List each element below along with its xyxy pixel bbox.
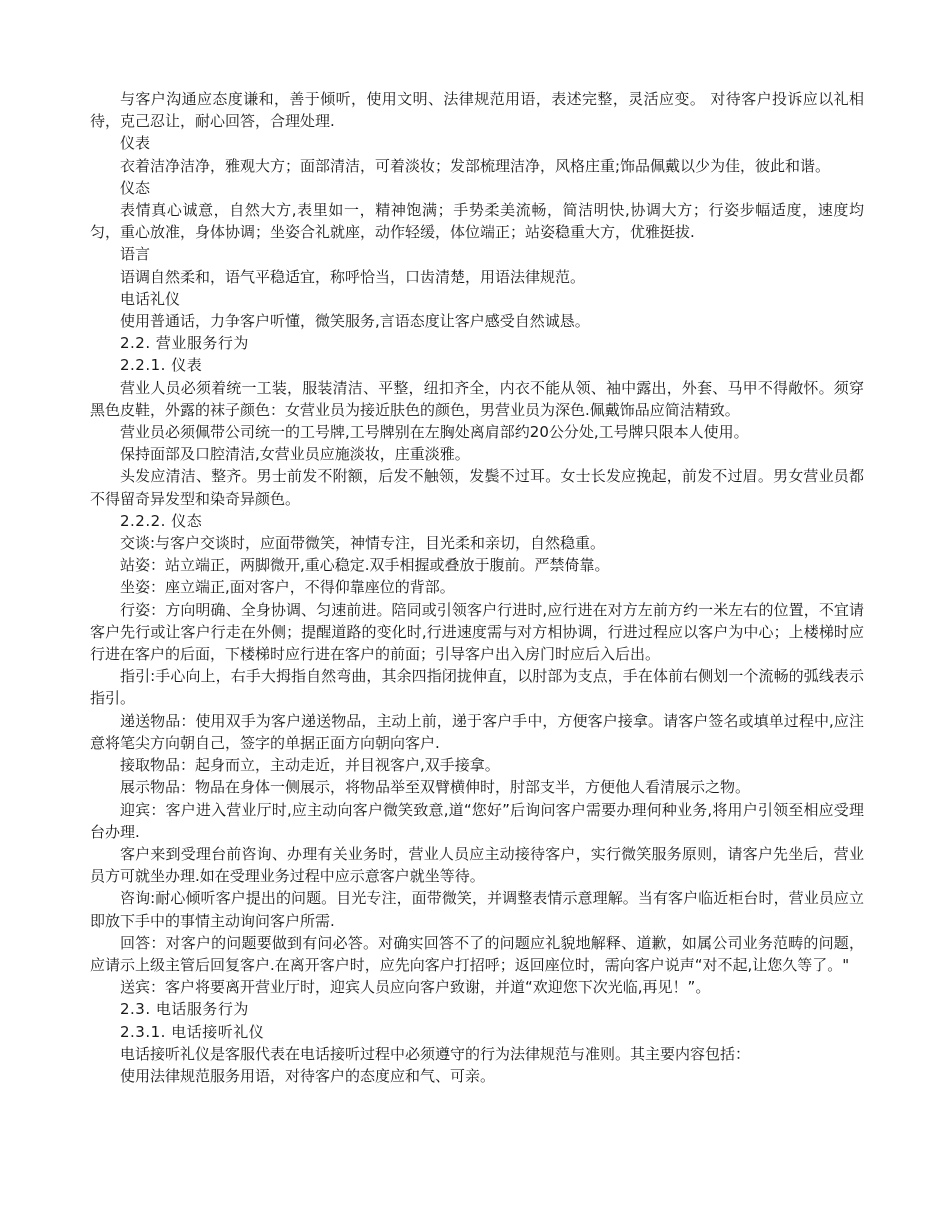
section-heading-2-2: 2.2. 营业服务行为 <box>120 334 249 353</box>
paragraph-greeting: 迎宾：客户进入营业厅时,应主动向客户微笑致意,道“您好”后询问客户需要办理何种业务,将用户引领至相应受理台办理. <box>90 800 864 841</box>
heading-appearance: 仪表 <box>120 134 151 153</box>
section-heading-2-2-1: 2.2.1. 仪表 <box>120 356 203 375</box>
paragraph-face: 保持面部及口腔清洁,女营业员应施淡妆，庄重淡雅。 <box>120 445 470 464</box>
paragraph-farewell: 送宾：客户将要离开营业厅时，迎宾人员应向客户致谢，并道“欢迎您下次光临,再见！”。 <box>120 978 711 997</box>
paragraph-consulting: 咨询:耐心倾听客户提出的问题。目光专注，面带微笑，并调整表情示意理解。当有客户临近柜台时，营业员应立即放下手中的事情主动询问客户所需. <box>90 889 864 930</box>
paragraph-demeanor: 表情真心诚意，自然大方,表里如一，精神饱满；手势柔美流畅，简洁明快,协调大方；行姿步幅适度，速度均匀，重心放准，身体协调；坐姿合礼就座，动作轻缓，体位端正；站姿稳重大方，优雅挺拔. <box>90 201 864 242</box>
paragraph-hair: 头发应清洁、整齐。男士前发不附额，后发不触领，发鬓不过耳。女士长发应挽起，前发不过眉。男女营业员都不得留奇异发型和染奇异颜色。 <box>90 467 864 508</box>
paragraph-badge: 营业员必须佩带公司统一的工号牌,工号牌别在左胸处离肩部约20公分处,工号牌只限本人使用。 <box>120 423 749 442</box>
paragraph-pointing: 指引:手心向上，右手大拇指自然弯曲，其余四指闭拢伸直，以肘部为支点，手在体前右侧划一个流畅的弧线表示指引。 <box>90 667 864 708</box>
section-heading-2-3-1: 2.3.1. 电话接听礼仪 <box>120 1022 265 1041</box>
heading-demeanor: 仪态 <box>120 178 151 197</box>
paragraph-uniform: 营业人员必须着统一工装，服装清洁、平整，纽扣齐全，内衣不能从领、袖中露出，外套、马甲不得敞怀。须穿黑色皮鞋，外露的袜子颜色：女营业员为接近肤色的颜色，男营业员为深色.佩戴饰品应简洁精致。 <box>90 378 864 419</box>
paragraph-appearance: 衣着洁净洁净，雅观大方；面部清洁，可着淡妆；发部梳理洁净，风格庄重;饰品佩戴以少为佳，彼此和谐。 <box>120 156 831 175</box>
paragraph-handing-items: 递送物品：使用双手为客户递送物品，主动上前，递于客户手中，方便客户接拿。请客户签名或填单过程中,应注意将笔尖方向朝自己，签字的单据正面方向朝向客户. <box>90 711 864 752</box>
paragraph-reception: 客户来到受理台前咨询、办理有关业务时，营业人员应主动接待客户，实行微笑服务原则，请客户先坐后，营业员方可就坐办理.如在受理业务过程中应示意客户就坐等待。 <box>90 844 864 886</box>
paragraph-sitting: 坐姿：座立端正,面对客户，不得仰靠座位的背部。 <box>120 578 455 597</box>
paragraph-standing: 站姿：站立端正，两脚微开,重心稳定.双手相握或叠放于腹前。严禁倚靠。 <box>120 556 610 575</box>
paragraph-phone-etiquette: 使用普通话，力争客户听懂，微笑服务,言语态度让客户感受自然诚恳。 <box>120 312 590 331</box>
paragraph-language: 语调自然柔和，语气平稳适宜，称呼恰当，口齿清楚，用语法律规范。 <box>120 267 586 286</box>
paragraph-answering: 回答：对客户的问题要做到有问必答。对确实回答不了的问题应礼貌地解释、道歉，如属公司业务范畴的问题，应请示上级主管后回复客户.在离开客户时，应先向客户打招呼；返回座位时，需向客户说声“对不起,让您久等了。" <box>90 933 864 974</box>
paragraph-showing-items: 展示物品：物品在身体一侧展示，将物品举至双臂横伸时，肘部支半，方便他人看清展示之物。 <box>120 778 751 797</box>
paragraph-conversation: 交谈:与客户交谈时，应面带微笑，神情专注，目光柔和亲切，自然稳重。 <box>120 534 606 553</box>
heading-language: 语言 <box>120 245 151 264</box>
paragraph-phone-rules: 电话接听礼仪是客服代表在电话接听过程中必须遵守的行为法律规范与准则。其主要内容包括： <box>120 1044 751 1063</box>
section-heading-2-3: 2.3. 电话服务行为 <box>120 1000 249 1019</box>
paragraph-receiving-items: 接取物品：起身而立，主动走近，并目视客户,双手接拿。 <box>120 756 500 775</box>
paragraph-communication: 与客户沟通应态度谦和，善于倾听，使用文明、法律规范用语，表述完整，灵活应变。 对待客户投诉应以礼相待，克己忍让，耐心回答，合理处理. <box>90 90 864 131</box>
paragraph-walking: 行姿：方向明确、全身协调、匀速前进。陪同或引领客户行进时,应行进在对方左前方约一米左右的位置，不宜请客户先行或让客户行走在外侧；提醒道路的变化时,行进速度需与对方相协调，行进过程应以客户为中心；上楼梯时应行进在客户的后面，下楼梯时应行进在客户的前面；引导客户出入房门时应后入后出。 <box>90 600 864 664</box>
paragraph-phone-terms: 使用法律规范服务用语，对待客户的态度应和气、可亲。 <box>120 1066 496 1085</box>
heading-phone-etiquette: 电话礼仪 <box>120 289 181 308</box>
section-heading-2-2-2: 2.2.2. 仪态 <box>120 511 203 530</box>
